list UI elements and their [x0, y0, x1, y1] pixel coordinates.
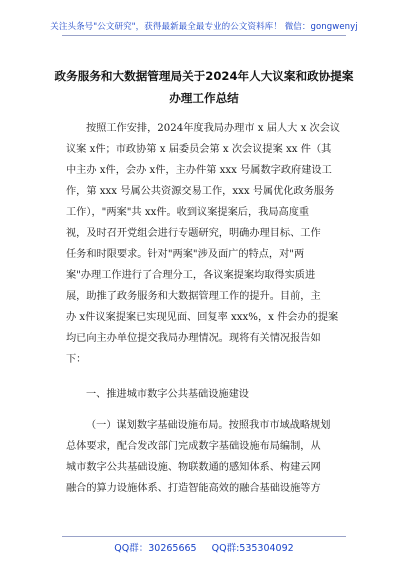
body-line: （一）谋划数字基础设施布局。按照我市市域战略规划 [86, 420, 331, 431]
document-title-line-2: 办理工作总结 [169, 91, 239, 105]
body-line: 办 x件议案提案已实现见面、回复率 xxx%，x 件会办的提案 [66, 312, 339, 323]
body-line: 均已向主办单位提交我局办理情况。现将有关情况报告如 [66, 333, 321, 344]
body-line: 案"办理工作进行了合理分工，各议案提案均取得实质进 [66, 270, 316, 281]
body-line: 议案 x件；市政协第 x 届委员会第 x 次会议提案 xx 件（其 [66, 144, 332, 155]
body-line: 作，第 xxx 号属公共资源交易工作，xxx 号属优化政务服务 [66, 186, 335, 197]
body-line: 视，及时召开党组会进行专题研究，明确办理目标、工作 [66, 228, 321, 239]
body-line: 中主办 x件，会办 x件，主办件第 xxx 号属数字政府建设工 [66, 165, 332, 176]
header-banner: 关注头条号"公文研究"，获得最新最全最专业的公文资料库！ 微信：gongwenyj [50, 22, 358, 32]
qq-group-1: QQ群：30265665 [114, 543, 197, 554]
body-line: 按照工作安排，2024年度我局办理市 x 届人大 x 次会议 [86, 123, 341, 134]
body-line: 任务和时限要求。针对"两案"涉及面广的特点，对"两 [66, 249, 305, 260]
body-line: 展，助推了政务服务和大数据管理工作的提升。目前，主 [66, 291, 321, 302]
body-line: 城市数字公共基础设施、物联数通的感知体系、构建云网 [66, 462, 321, 473]
document-title-line-1: 政务服务和大数据管理局关于2024年人大议案和政协提案 [54, 69, 354, 83]
body-line: 下： [66, 354, 87, 365]
section-heading: 一、推进城市数字公共基础设施建设 [86, 389, 249, 400]
header-divider [62, 35, 346, 36]
footer-divider [62, 536, 346, 537]
body-line: 总体要求，配合发改部门完成数字基础设施布局编制，从 [66, 441, 321, 452]
body-line: 工作），"两案"共 xx件。收到议案提案后，我局高度重 [66, 207, 310, 218]
footer-contact [0, 540, 408, 554]
qq-group-2: QQ群:535304092 [211, 543, 294, 554]
body-line: 融合的算力设施体系、打造智能高效的融合基础设施等方 [66, 483, 321, 494]
